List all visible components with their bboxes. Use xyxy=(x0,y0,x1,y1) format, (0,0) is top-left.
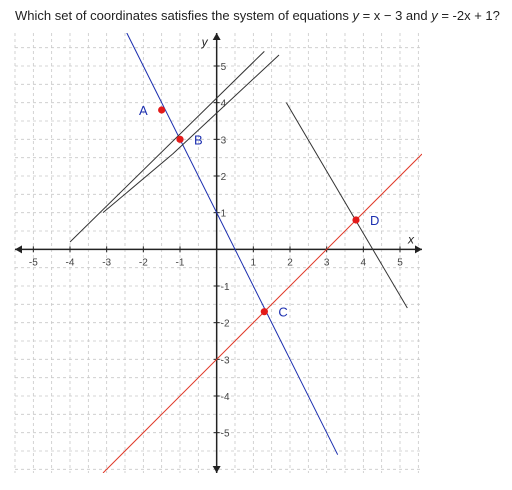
x-axis-arrow-right xyxy=(415,245,422,253)
x-tick-label: 5 xyxy=(397,257,403,269)
series-line-1 xyxy=(118,15,338,455)
point-label-a: A xyxy=(138,103,148,118)
y-tick-label: -1 xyxy=(220,282,230,293)
eq1-rest: = x − 3 and xyxy=(358,8,432,23)
x-tick-label: 3 xyxy=(323,257,330,269)
point-label-d: D xyxy=(370,213,380,228)
series-line-4 xyxy=(103,154,173,213)
x-axis-arrow-left xyxy=(15,245,22,253)
point-a xyxy=(158,106,165,113)
x-tick-label: -2 xyxy=(138,257,148,269)
y-axis-label: y xyxy=(201,35,208,49)
y-tick-label: -4 xyxy=(220,392,230,403)
x-tick-label: -3 xyxy=(102,257,112,269)
x-tick-label: 1 xyxy=(250,257,257,269)
eq1-variable: y xyxy=(352,8,359,23)
point-b xyxy=(176,136,183,143)
y-tick-label: -3 xyxy=(220,355,230,367)
x-tick-label: -1 xyxy=(175,257,185,269)
point-d xyxy=(352,216,359,223)
y-axis-arrow-up xyxy=(213,33,221,40)
y-tick-label: 4 xyxy=(220,98,227,110)
y-tick-label: 3 xyxy=(220,135,227,147)
y-tick-label: -5 xyxy=(220,428,230,440)
x-tick-label: 2 xyxy=(287,257,293,269)
y-tick-label: 2 xyxy=(220,172,227,183)
eq2-rest: = -2x + 1? xyxy=(437,8,500,23)
point-c xyxy=(261,308,268,315)
point-label-c: C xyxy=(278,304,288,320)
y-tick-label: 5 xyxy=(220,62,227,73)
x-tick-label: -5 xyxy=(28,257,38,269)
x-tick-label: -4 xyxy=(65,257,75,269)
question-prefix: Which set of coordinates satisfies the system of equations xyxy=(15,8,353,23)
y-tick-label: 1 xyxy=(220,208,227,220)
series-line-6 xyxy=(286,103,407,308)
x-tick-label: 4 xyxy=(360,257,367,269)
y-tick-label: -2 xyxy=(220,318,230,330)
point-label-b: B xyxy=(194,132,203,148)
x-axis-label: x xyxy=(408,232,414,247)
eq2-variable: y xyxy=(431,8,438,23)
